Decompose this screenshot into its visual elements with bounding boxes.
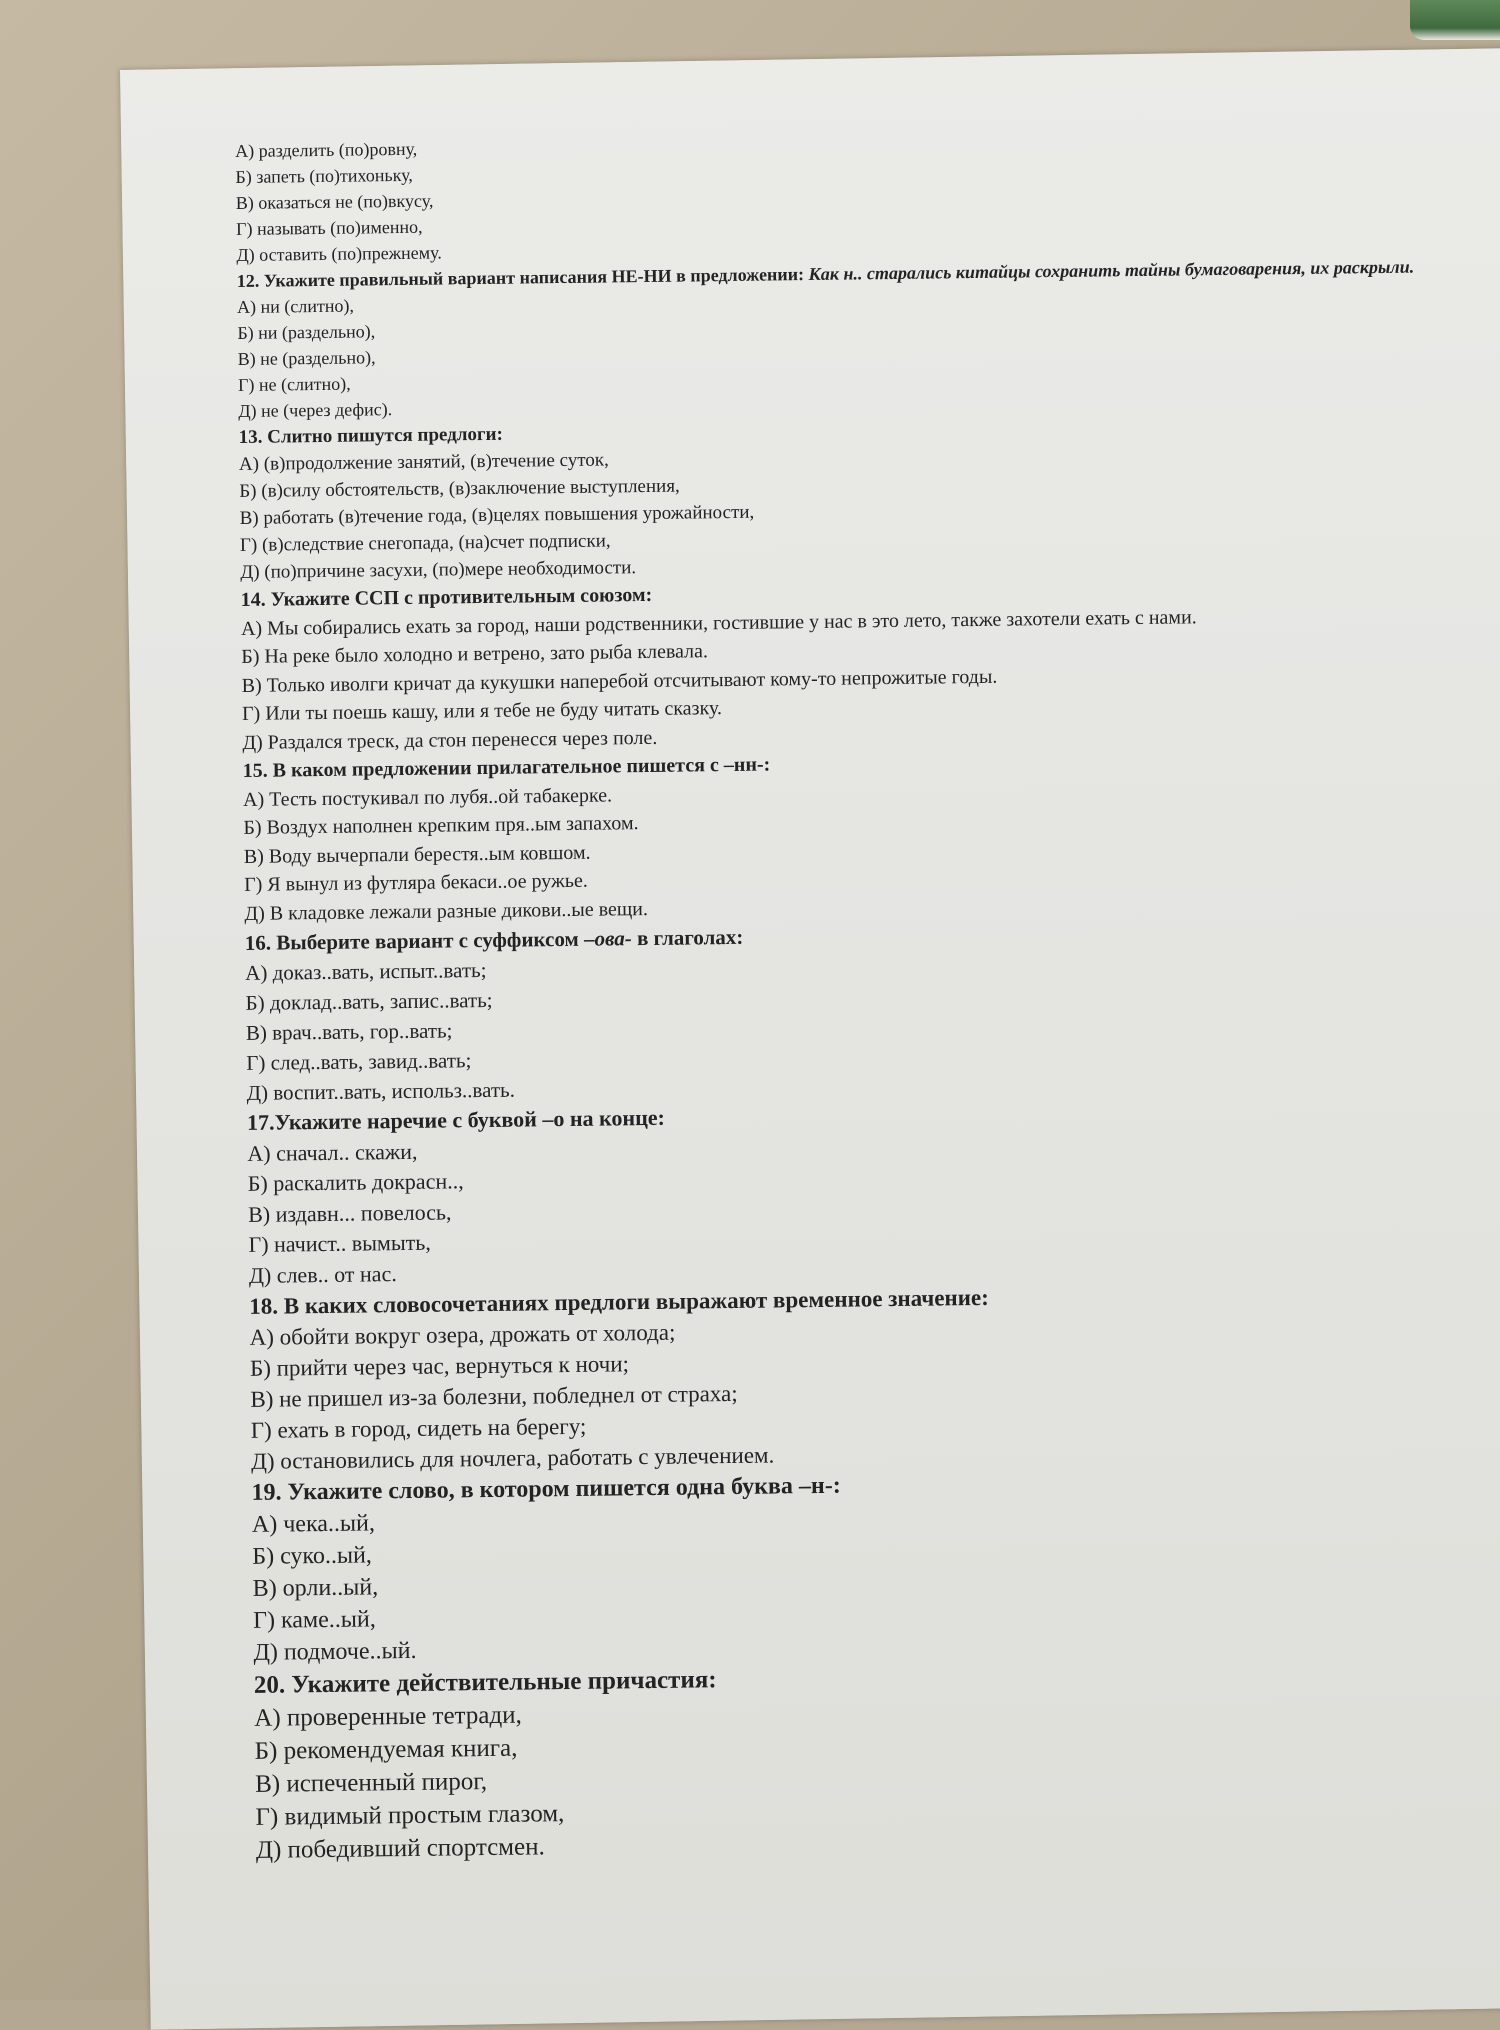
question-17 (247, 1093, 1439, 1291)
option: Г) (в)следствие снегопада, (на)счет подписки, (239, 530, 611, 556)
question-15-title: 15. В каком предложении прилагательное пишется с –нн-: (242, 753, 771, 782)
option: А) доказ..вать, испыт..вать; (245, 957, 487, 985)
question-14-title: 14. Укажите ССП с противительным союзом: (240, 583, 653, 611)
question-19 (251, 1462, 1443, 1669)
option: Д) оставить (по)прежнему. (236, 242, 442, 265)
option: Г) видимый простым глазом, (255, 1800, 565, 1831)
option: Д) воспит..вать, использ..вать. (246, 1077, 516, 1105)
option: Б) доклад..вать, запис..вать; (245, 987, 493, 1015)
option: А) чека..ый, (251, 1510, 376, 1538)
question-17-title: 17.Укажите наречие с буквой –о на конце: (246, 1104, 666, 1135)
question-12-title-text: 12. Укажите правильный вариант написания НЕ-НИ в предложении: (236, 264, 805, 291)
option: Б) На реке было холодно и ветрено, зато рыба клевала. (241, 640, 709, 668)
option: А) ни (слитно), (236, 295, 355, 317)
question-12 (237, 253, 1429, 424)
option: В) испеченный пирог, (254, 1768, 488, 1798)
option: Б) рекомендуемая книга, (254, 1734, 518, 1765)
option: Б) прийти через час, вернуться к ночи; (249, 1351, 630, 1381)
option: В) не пришел из-за болезни, побледнел от страха; (250, 1380, 738, 1412)
option: Б) ни (раздельно), (237, 321, 376, 343)
option: Г) называть (по)именно, (235, 216, 423, 239)
option: Г) Я вынул из футляра бекаси..ое ружье. (243, 869, 588, 896)
option: А) Мы собирались ехать за город, наши родственники, гостившие у нас в это лето, также захотели ехать с нами. (240, 605, 1197, 640)
question-20 (254, 1654, 1446, 1867)
option: В) Воду вычерпали берестя..ым ковшом. (243, 841, 591, 868)
question-18 (249, 1276, 1441, 1477)
option: Б) запеть (по)тихоньку, (235, 164, 413, 187)
option: Б) (в)силу обстоятельств, (в)заключение выступления, (239, 475, 680, 502)
option: А) проверенные тетради, (254, 1701, 522, 1732)
question-18-title: 18. В каких словосочетаниях предлоги выражают временное значение: (249, 1284, 989, 1319)
option: В) работать (в)течение года, (в)целях повышения урожайности, (239, 501, 755, 529)
option: В) орли..ый, (252, 1574, 379, 1602)
question-16-suffix: ова- (594, 926, 632, 951)
option: А) Тесть постукивал по лубя..ой табакерке. (242, 783, 613, 811)
question-16-title-end: в глаголах: (631, 924, 744, 951)
option: Б) Воздух наполнен крепким пря..ым запахом. (243, 812, 639, 839)
question-20-title: 20. Укажите действительные причастия: (253, 1666, 717, 1699)
option: А) разделить (по)ровну, (235, 138, 418, 161)
question-16 (245, 913, 1437, 1108)
green-book-corner (1410, 0, 1500, 40)
option: В) Только иволги кричат да кукушки наперебой отсчитывают кому-то непрожитые годы. (241, 665, 998, 697)
option: Д) В кладовке лежали разные дикови..ые вещи. (244, 897, 649, 925)
option: Д) Раздался треск, да стон перенесся через поле. (242, 726, 658, 754)
option: Д) победивший спортсмен. (255, 1833, 545, 1864)
question-15 (243, 742, 1435, 928)
option: Г) не (слитно), (237, 373, 351, 395)
option: Б) суко..ый, (252, 1542, 373, 1570)
option: Д) подмоче..ый. (253, 1637, 417, 1666)
question-16-title-start: 16. Выберите вариант с суффиксом – (244, 926, 595, 955)
option: Д) (по)причине засухи, (по)мере необходимости. (240, 557, 637, 583)
option: Д) остановились для ночлега, работать с увлечением. (251, 1442, 775, 1474)
option: Б) раскалить докрасн.., (247, 1168, 464, 1196)
question-19-title: 19. Укажите слово, в котором пишется одна буква –н-: (251, 1472, 841, 1506)
option: Д) не (через дефис). (238, 399, 393, 421)
option: Г) каме..ый, (252, 1606, 376, 1634)
question-13 (238, 409, 1430, 586)
option: Г) Или ты поешь кашу, или я тебе не буду читать сказку. (241, 697, 723, 725)
option: Д) слев.. от нас. (248, 1260, 397, 1288)
option: В) издавн... повелось, (247, 1198, 452, 1227)
option: Г) начист.. вымыть, (248, 1229, 431, 1257)
option: А) сначал.. скажи, (247, 1138, 418, 1166)
option: А) обойти вокруг озера, дрожать от холода; (249, 1319, 676, 1350)
option: В) врач..вать, гор..вать; (245, 1018, 453, 1045)
test-content (235, 123, 1446, 1866)
option: Г) след..вать, завид..вать; (246, 1048, 472, 1075)
option: В) не (раздельно), (237, 347, 376, 369)
question-12-sentence: Как н.. старались китайцы сохранить тайны бумаговарения, их раскрыли. (808, 256, 1415, 285)
question-14 (240, 571, 1432, 757)
option: В) оказаться не (по)вкусу, (235, 190, 434, 213)
option: Г) ехать в город, сидеть на берегу; (250, 1413, 587, 1443)
question-11-options (235, 123, 1426, 268)
option: А) (в)продолжение занятий, (в)течение суток, (238, 449, 609, 475)
question-13-title: 13. Слитно пишутся предлоги: (238, 423, 503, 448)
